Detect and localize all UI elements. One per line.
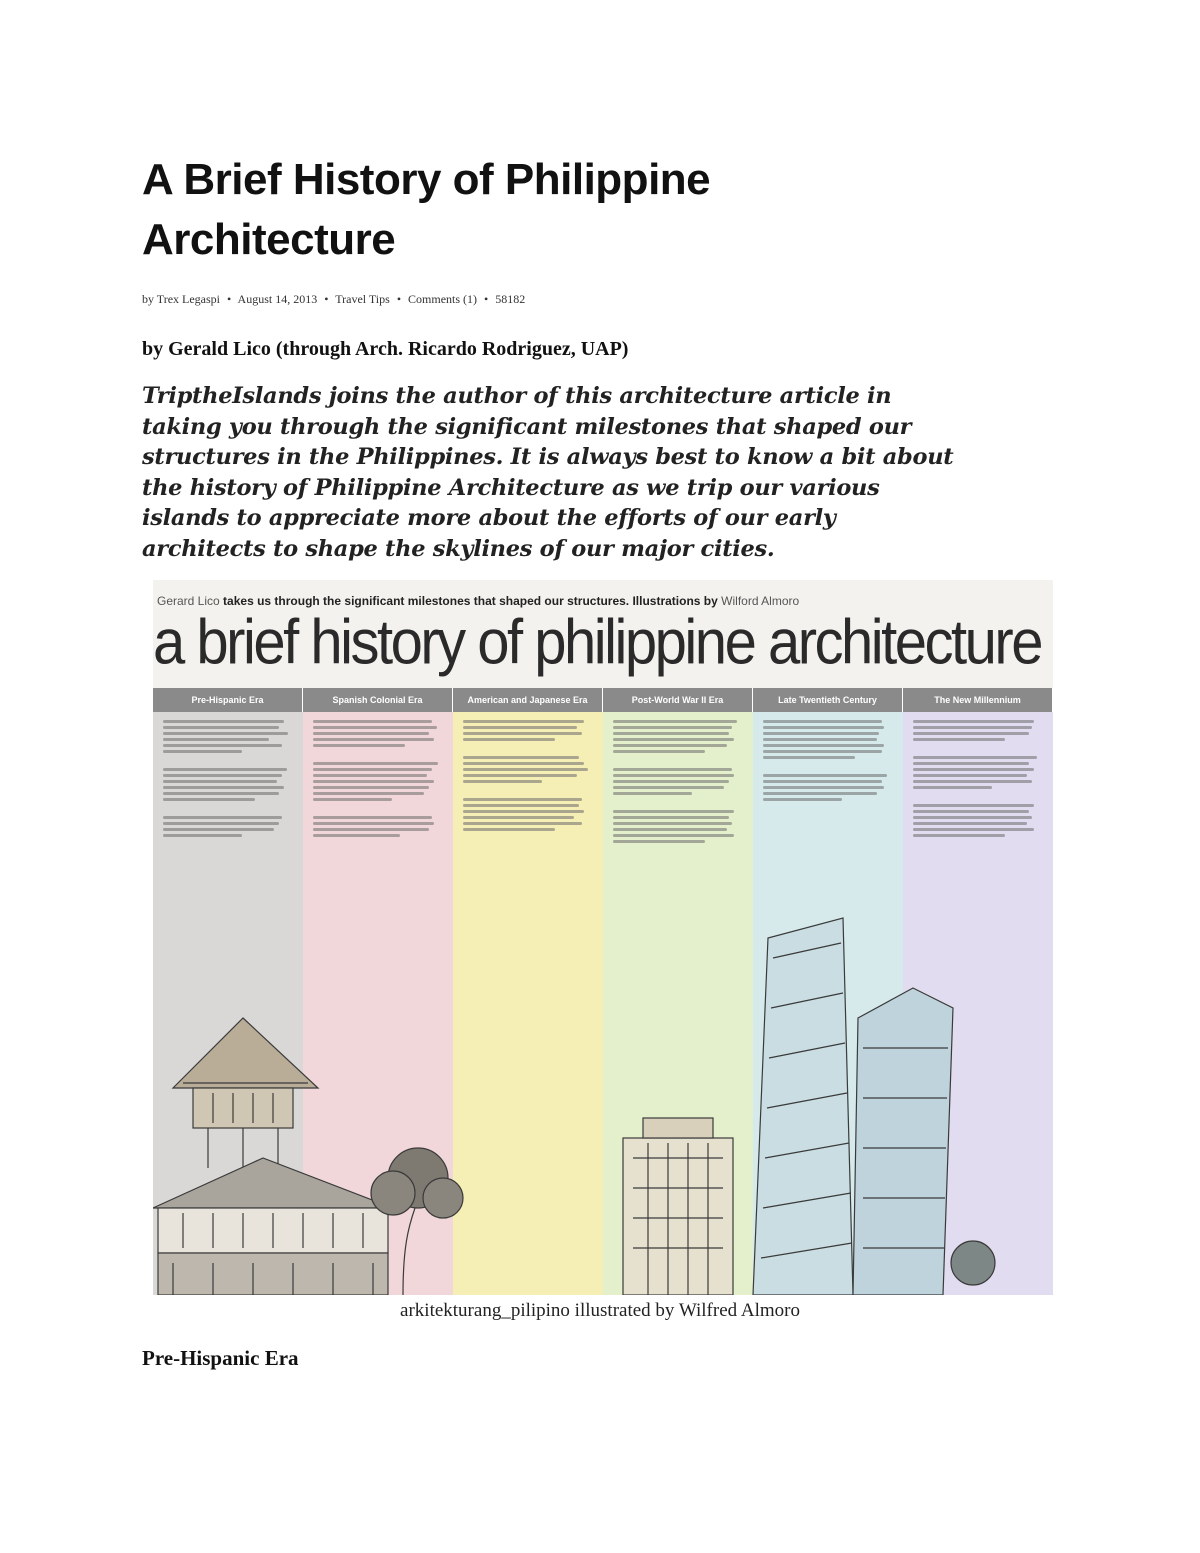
fine-print-line	[913, 822, 1027, 825]
fine-print-line	[913, 786, 992, 789]
fine-print-line	[463, 726, 577, 729]
fine-print-line	[763, 744, 884, 747]
fine-print-line	[763, 780, 882, 783]
fine-print-line	[163, 834, 242, 837]
fine-print-line	[763, 756, 855, 759]
fine-print-line	[163, 750, 242, 753]
era-text-block	[153, 712, 303, 837]
fine-print-line	[463, 804, 579, 807]
fine-print-line	[613, 816, 729, 819]
era-column-american-japanese	[453, 688, 603, 1295]
fine-print-line	[313, 732, 429, 735]
fine-print-line	[163, 726, 279, 729]
credit-illustrator: Wilford Almoro	[721, 594, 800, 608]
era-text-block	[903, 712, 1053, 837]
fine-print-line	[163, 774, 282, 777]
fine-print-line	[163, 798, 255, 801]
fine-print-line	[613, 780, 729, 783]
meta-separator: •	[396, 292, 402, 306]
fine-print-line	[463, 768, 588, 771]
fine-print-line	[913, 774, 1027, 777]
fine-print-line	[163, 780, 277, 783]
fine-print-line	[313, 762, 438, 765]
fine-print-line	[313, 720, 432, 723]
article-title-line-1: A Brief History of Philippine	[142, 155, 711, 204]
fine-print-line	[313, 726, 437, 729]
fine-print-line	[763, 726, 884, 729]
fine-print-line	[763, 786, 884, 789]
fine-print-line	[463, 822, 582, 825]
era-column-pre-hispanic	[153, 688, 303, 1295]
fine-print-line	[913, 726, 1032, 729]
fine-print-line	[613, 828, 727, 831]
fine-print-line	[163, 720, 284, 723]
fine-print-line	[763, 732, 879, 735]
fine-print-line	[613, 744, 727, 747]
era-column-late-20th	[753, 688, 903, 1295]
fine-print-line	[613, 840, 705, 843]
fine-print-line	[463, 816, 574, 819]
fine-print-line	[313, 744, 405, 747]
fine-print-line	[613, 834, 734, 837]
fine-print-line	[313, 816, 432, 819]
fine-print-line	[313, 774, 427, 777]
fine-print-line	[613, 822, 732, 825]
fine-print-line	[763, 738, 877, 741]
article-title-line-2: Architecture	[142, 215, 396, 264]
fine-print-line	[163, 786, 284, 789]
meta-comments[interactable]: Comments (1)	[408, 292, 478, 306]
infographic-title: a brief history of philippine architecture	[153, 607, 1041, 678]
fine-print-line	[463, 828, 555, 831]
fine-print-line	[163, 816, 282, 819]
intro-line: structures in the Philippines. It is always best to know a bit about	[142, 444, 954, 470]
fine-print-line	[613, 738, 734, 741]
fine-print-line	[313, 738, 434, 741]
meta-date: August 14, 2013	[237, 292, 318, 306]
fine-print-line	[313, 822, 434, 825]
era-text-block	[303, 712, 453, 837]
era-column-label: American and Japanese Era	[453, 688, 603, 712]
image-caption: arkitekturang_pilipino illustrated by Wilfred Almoro	[400, 1300, 800, 1321]
credit-text: takes us through the significant milestones that shaped our structures. Illustrations by	[223, 594, 718, 608]
fine-print-line	[913, 810, 1029, 813]
byline: by Gerald Lico (through Arch. Ricardo Rodriguez, UAP)	[142, 338, 629, 360]
meta-separator: •	[324, 292, 329, 306]
era-text-block	[753, 712, 903, 801]
intro-line: architects to shape the skylines of our major cities.	[142, 535, 775, 562]
fine-print-line	[163, 744, 282, 747]
meta-category[interactable]: Travel Tips	[335, 292, 390, 306]
era-column-label: Pre-Hispanic Era	[153, 688, 303, 712]
fine-print-line	[613, 750, 705, 753]
fine-print-line	[763, 750, 882, 753]
fine-print-line	[913, 816, 1032, 819]
fine-print-line	[313, 828, 429, 831]
era-columns	[153, 688, 1053, 1295]
credit-author: Gerard Lico	[157, 594, 220, 608]
meta-views: 58182	[495, 292, 526, 306]
fine-print-line	[763, 720, 882, 723]
fine-print-line	[313, 768, 432, 771]
era-text-block	[453, 712, 603, 831]
fine-print-line	[913, 762, 1029, 765]
fine-print-line	[763, 798, 842, 801]
infographic-image	[153, 580, 1053, 1295]
fine-print-line	[463, 780, 542, 783]
fine-print-line	[313, 792, 424, 795]
fine-print-line	[463, 774, 577, 777]
fine-print-line	[313, 798, 392, 801]
fine-print-line	[913, 732, 1029, 735]
fine-print-line	[913, 834, 1005, 837]
era-column-label: The New Millennium	[903, 688, 1053, 712]
fine-print-line	[163, 738, 269, 741]
era-column-post-war	[603, 688, 753, 1295]
fine-print-line	[763, 774, 887, 777]
fine-print-line	[463, 762, 584, 765]
fine-print-line	[913, 780, 1032, 783]
fine-print-line	[913, 768, 1034, 771]
meta-separator: •	[484, 292, 489, 306]
fine-print-line	[313, 786, 429, 789]
fine-print-line	[463, 732, 582, 735]
meta-author[interactable]: by Trex Legaspi	[142, 292, 220, 306]
intro-paragraph	[142, 381, 1062, 564]
era-column-label: Post-World War II Era	[603, 688, 753, 712]
meta-separator: •	[227, 292, 232, 306]
section-heading: Pre-Hispanic Era	[142, 1346, 299, 1370]
fine-print-line	[463, 810, 584, 813]
fine-print-line	[613, 774, 734, 777]
intro-line: the history of Philippine Architecture as we trip our various	[142, 474, 880, 501]
fine-print-line	[613, 720, 737, 723]
fine-print-line	[163, 732, 288, 735]
era-column-label: Late Twentieth Century	[753, 688, 903, 712]
intro-line: TriptheIslands joins the author of this architecture article in	[142, 383, 892, 409]
era-column-new-millennium	[903, 688, 1053, 1295]
fine-print-line	[463, 756, 579, 759]
fine-print-line	[913, 804, 1034, 807]
era-column-label: Spanish Colonial Era	[303, 688, 453, 712]
fine-print-line	[613, 792, 692, 795]
fine-print-line	[613, 768, 732, 771]
fine-print-line	[163, 768, 287, 771]
fine-print-line	[763, 792, 877, 795]
fine-print-line	[913, 828, 1034, 831]
fine-print-line	[163, 792, 279, 795]
era-text-block	[603, 712, 753, 843]
fine-print-line	[463, 720, 584, 723]
fine-print-line	[463, 798, 582, 801]
intro-line: islands to appreciate more about the efforts of our early	[142, 505, 836, 531]
fine-print-line	[463, 738, 555, 741]
fine-print-line	[313, 780, 434, 783]
fine-print-line	[613, 786, 724, 789]
fine-print-line	[913, 738, 1005, 741]
fine-print-line	[613, 732, 729, 735]
fine-print-line	[613, 726, 732, 729]
fine-print-line	[913, 720, 1034, 723]
fine-print-line	[163, 822, 279, 825]
intro-line: taking you through the significant milestones that shaped our	[142, 413, 912, 440]
article-title	[142, 150, 1042, 270]
fine-print-line	[913, 756, 1037, 759]
article-meta	[142, 292, 1042, 307]
era-column-spanish	[303, 688, 453, 1295]
fine-print-line	[313, 834, 400, 837]
fine-print-line	[613, 810, 734, 813]
fine-print-line	[163, 828, 274, 831]
